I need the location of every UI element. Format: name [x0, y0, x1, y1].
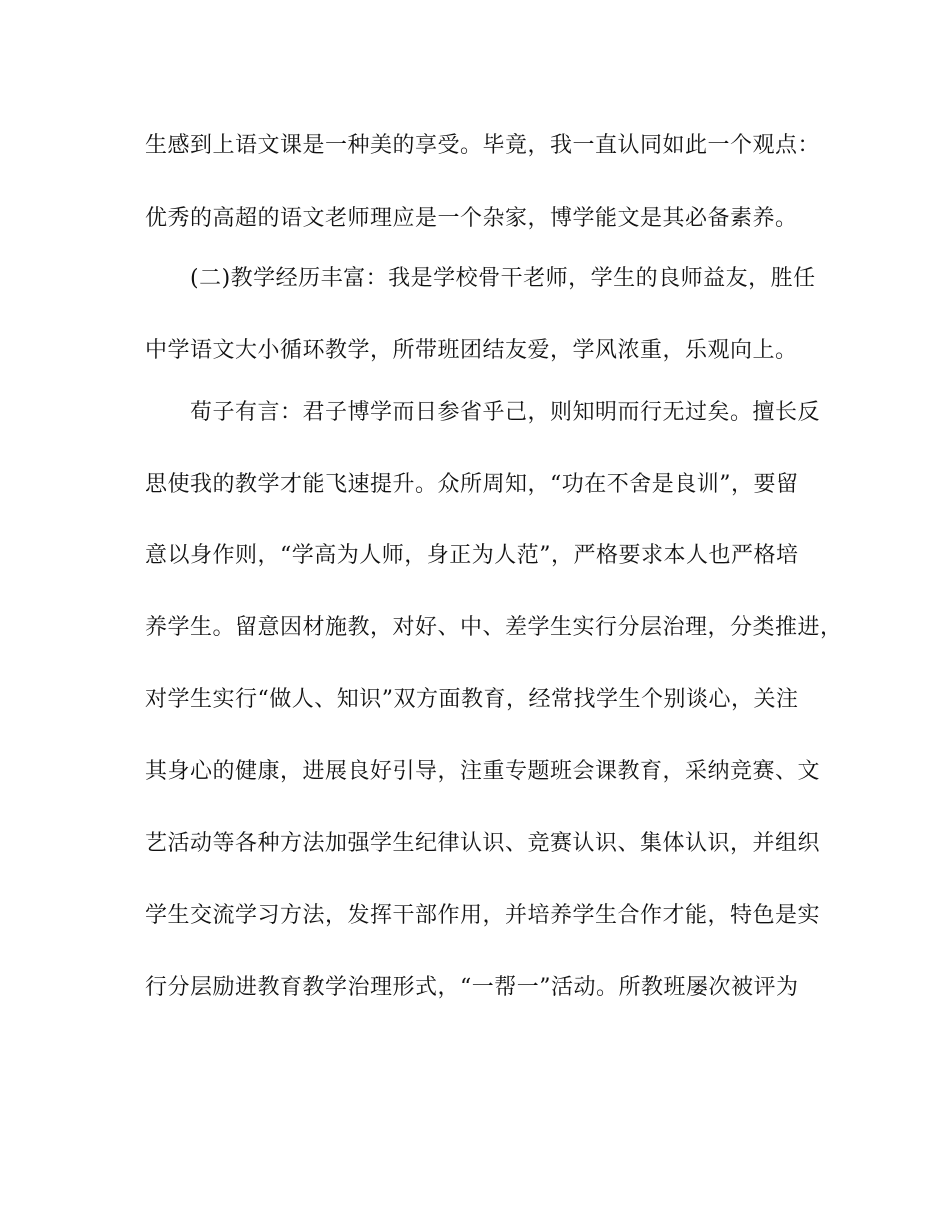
paragraph-line-2: 优秀的高超的语文老师理应是一个杂家，博学能文是其必备素养。: [145, 206, 798, 231]
paragraph-line-8: 养学生。留意因材施教，对好、中、差学生实行分层治理，分类推进，: [145, 615, 843, 640]
paragraph-line-11: 艺活动等各种方法加强学生纪律认识、竞赛认识、集体认识，并组织: [145, 831, 821, 856]
paragraph-line-5: 荀子有言：君子博学而日参省乎己，则知明而行无过矣。擅长反: [190, 400, 821, 425]
paragraph-line-12: 学生交流学习方法，发挥干部作用，并培养学生合作才能，特色是实: [145, 903, 821, 928]
paragraph-line-10: 其身心的健康，进展良好引导，注重专题班会课教育，采纳竞赛、文: [145, 759, 821, 784]
paragraph-line-3: (二)教学经历丰富：我是学校骨干老师，学生的良师益友，胜任: [190, 266, 816, 291]
paragraph-line-13: 行分层励进教育教学治理形式，“一帮一”活动。所教班屡次被评为: [145, 975, 799, 1000]
paragraph-line-6: 思使我的教学才能飞速提升。众所周知，“功在不舍是良训”，要留: [145, 472, 799, 497]
paragraph-line-1: 生感到上语文课是一种美的享受。毕竟，我一直认同如此一个观点：: [145, 133, 821, 158]
paragraph-line-4: 中学语文大小循环教学，所带班团结友爱，学风浓重，乐观向上。: [145, 338, 798, 363]
paragraph-line-7: 意以身作则，“学高为人师，身正为人范”，严格要求本人也严格培: [145, 543, 799, 568]
paragraph-line-9: 对学生实行“做人、知识”双方面教育，经常找学生个别谈心，关注: [145, 687, 799, 712]
